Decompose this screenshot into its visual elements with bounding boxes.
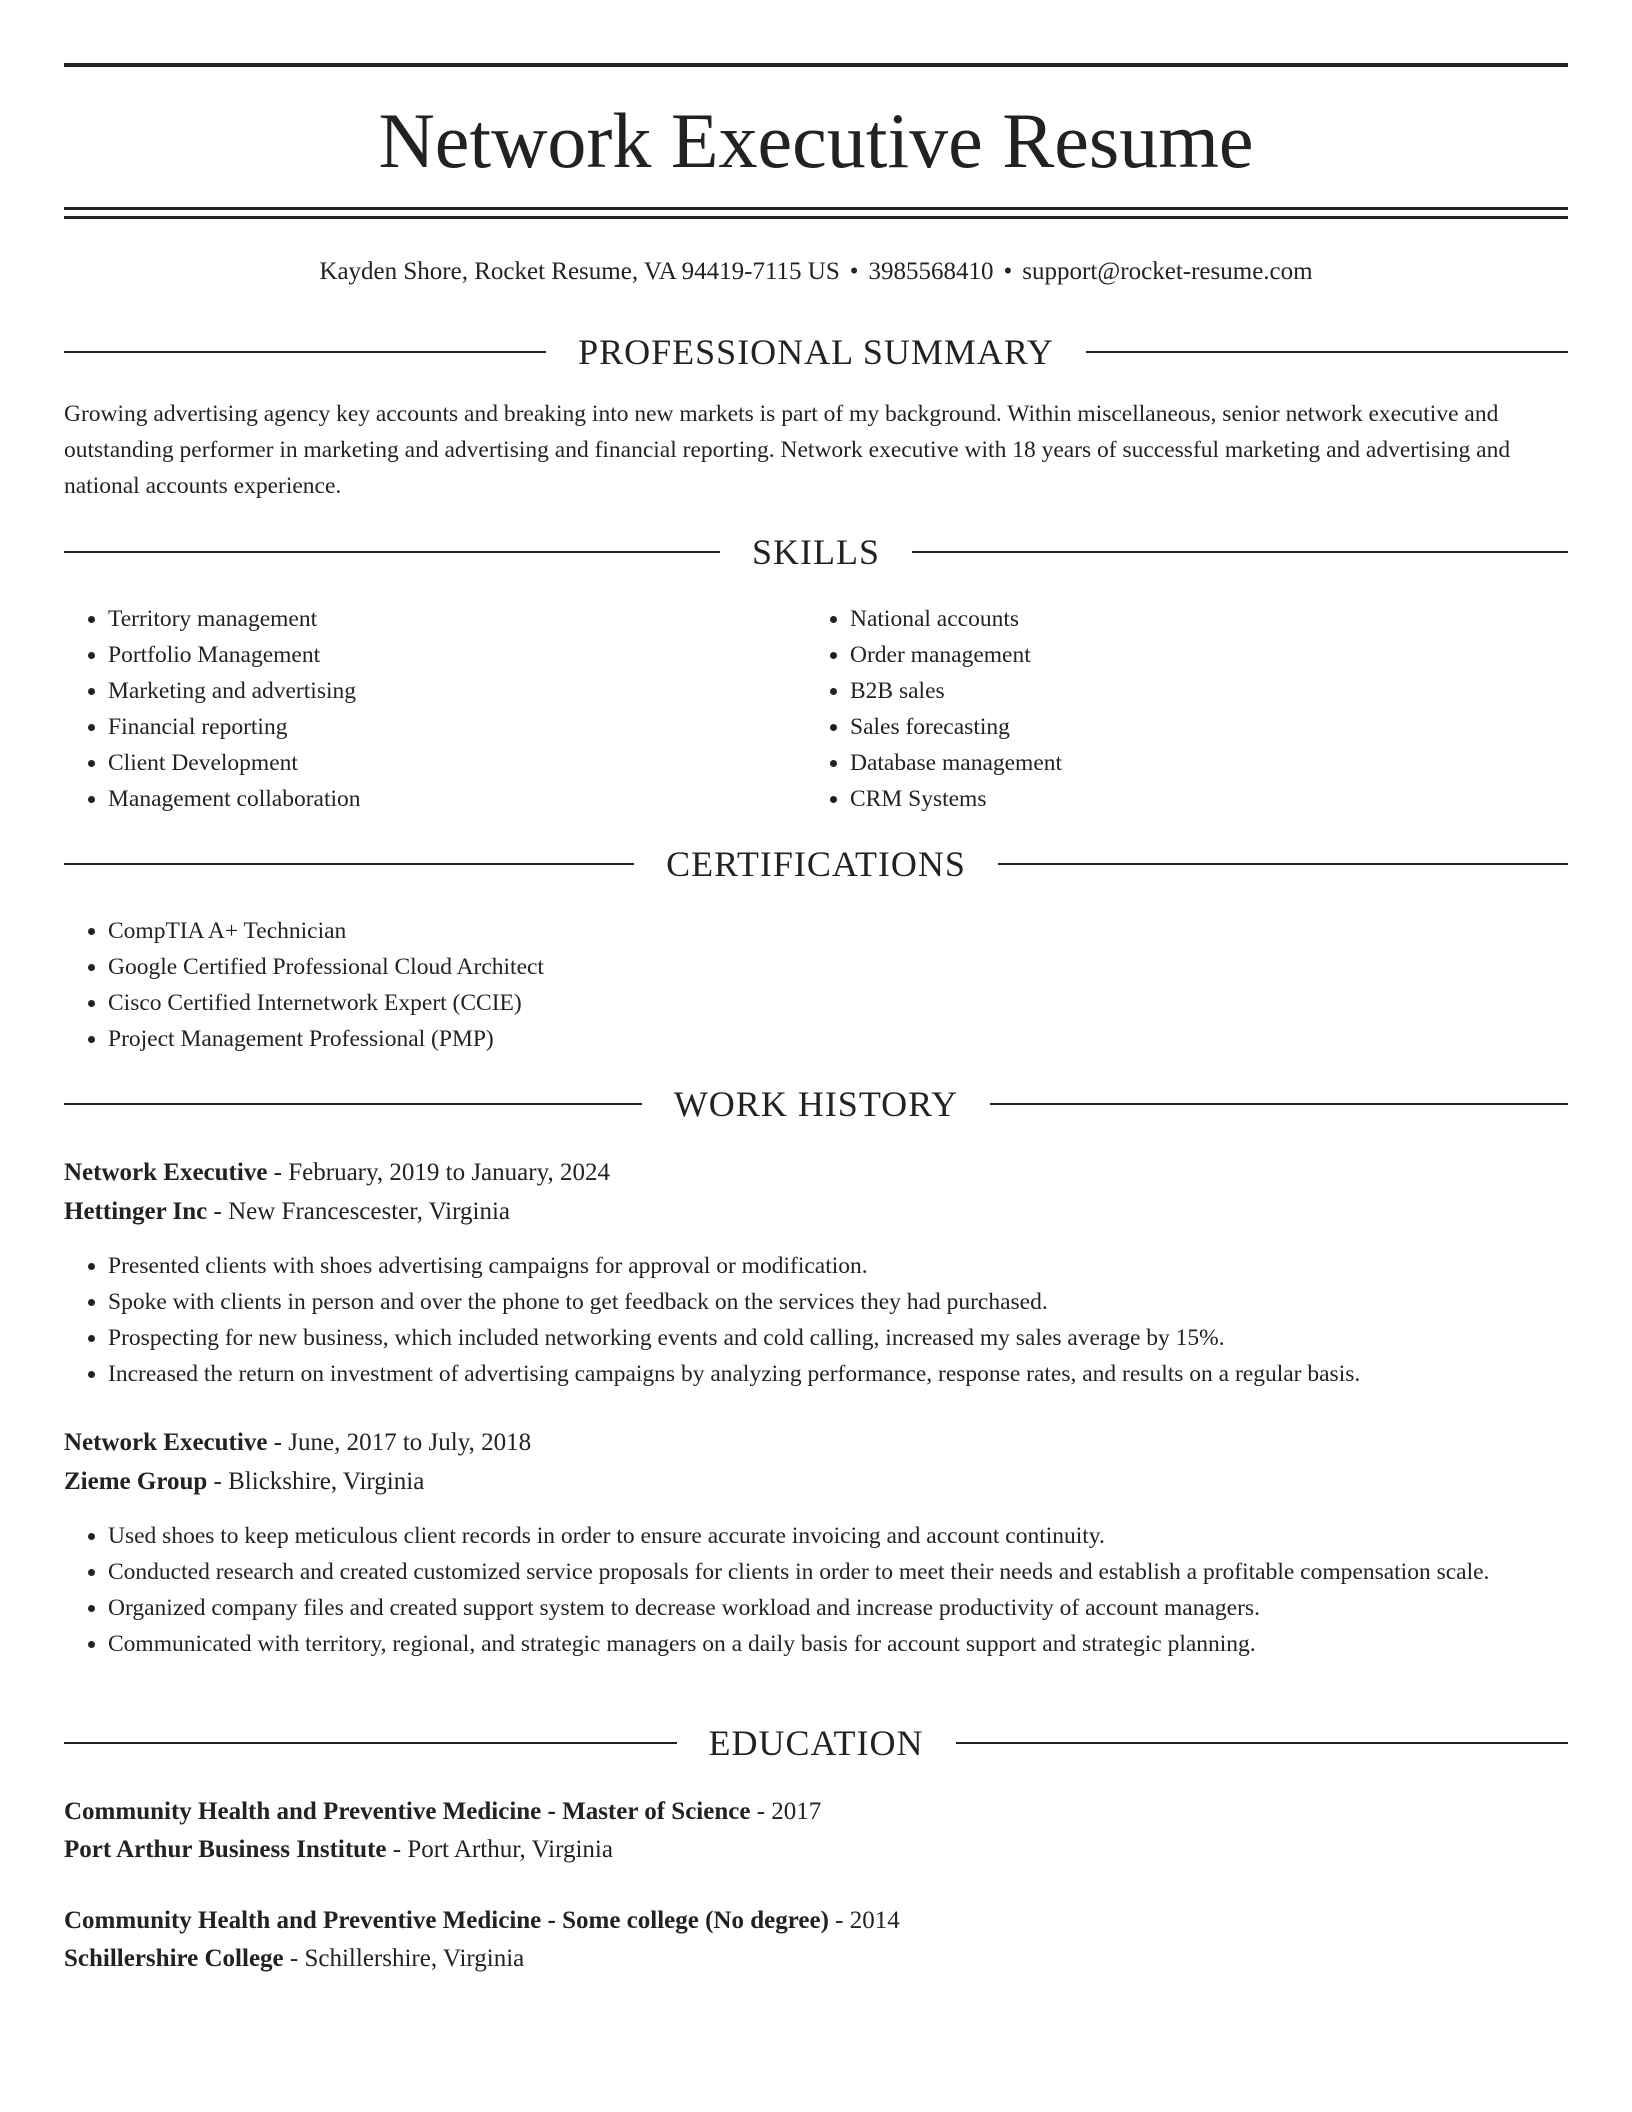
summary-text: Growing advertising agency key accounts and breaking into new markets is part of my background. Within miscellaneous, senior network executive and outstanding performer in marketing and advertising and financial reporting. Network executive with 18 years of successful marketing and advertising and national accounts experience. <box>64 401 1511 499</box>
skill-item: • Database management <box>850 745 1550 781</box>
section-title-certifications: CERTIFICATIONS <box>666 844 966 884</box>
contact-address: Kayden Shore, Rocket Resume, VA 94419-7115 US <box>319 258 840 285</box>
job-bullet: • Spoke with clients in person and over the phone to get feedback on the services they had purchased. <box>108 1284 1568 1320</box>
section-rule <box>64 863 634 865</box>
job-title-line <box>64 1154 1568 1192</box>
job-title: Network Executive <box>64 1429 268 1456</box>
skills-list-left <box>64 601 808 817</box>
skill-item: • Sales forecasting <box>850 709 1550 745</box>
job-company: Hettinger Inc <box>64 1198 208 1225</box>
skill-item: • Client Development <box>108 745 808 781</box>
education-school: Schillershire College <box>64 1945 284 1972</box>
education-school-line <box>64 1831 1568 1869</box>
section-rule <box>64 351 546 353</box>
education-school-line <box>64 1940 1568 1978</box>
certification-item: • CompTIA A+ Technician <box>108 913 1568 949</box>
job-company-line <box>64 1463 1568 1501</box>
section-title-education: EDUCATION <box>708 1723 924 1763</box>
certification-item: • Google Certified Professional Cloud Architect <box>108 949 1568 985</box>
certifications-list <box>64 913 1568 1057</box>
section-rule <box>998 863 1568 865</box>
section-rule <box>64 1742 677 1744</box>
contact-email: support@rocket-resume.com <box>1022 258 1313 285</box>
job-bullets <box>64 1248 1568 1392</box>
section-rule <box>956 1742 1569 1744</box>
certification-item: • Cisco Certified Internetwork Expert (CCIE) <box>108 985 1568 1021</box>
title-rule-lower <box>64 216 1568 219</box>
skill-item: • Management collaboration <box>108 781 808 817</box>
skill-item: • B2B sales <box>850 673 1550 709</box>
job-title: Network Executive <box>64 1159 268 1186</box>
job-bullet: • Organized company files and created support system to decrease workload and increase productivity of account managers. <box>108 1590 1568 1626</box>
section-header-skills <box>64 526 1568 578</box>
job-company-line <box>64 1193 1568 1231</box>
job-bullet: • Prospecting for new business, which included networking events and cold calling, increased my sales average by 15%. <box>108 1320 1568 1356</box>
resume-title: Network Executive Resume <box>378 97 1254 184</box>
contact-phone: 3985568410 <box>868 258 994 285</box>
certification-item: • Project Management Professional (PMP) <box>108 1021 1568 1057</box>
job-title-line <box>64 1424 1568 1462</box>
job-location: - New Francescester, Virginia <box>207 1198 510 1225</box>
job-dates: - June, 2017 to July, 2018 <box>267 1429 532 1456</box>
job-dates: - February, 2019 to January, 2024 <box>267 1159 610 1186</box>
education-degree: Community Health and Preventive Medicine - Some college (No degree) <box>64 1907 829 1934</box>
education-year: - 2014 <box>828 1907 900 1934</box>
job-company: Zieme Group <box>64 1468 208 1495</box>
skill-item: • Financial reporting <box>108 709 808 745</box>
section-title-summary: PROFESSIONAL SUMMARY <box>578 332 1054 372</box>
skill-item: • Portfolio Management <box>108 637 808 673</box>
section-header-certifications <box>64 838 1568 890</box>
job-bullet: • Communicated with territory, regional, and strategic managers on a daily basis for account support and strategic planning. <box>108 1626 1568 1662</box>
section-rule <box>64 1103 642 1105</box>
education-school: Port Arthur Business Institute <box>64 1836 387 1863</box>
contact-separator: • <box>849 258 859 285</box>
top-rule <box>64 63 1568 67</box>
job-bullet: • Increased the return on investment of advertising campaigns by analyzing performance, response rates, and results on a regular basis. <box>108 1356 1568 1392</box>
job-bullet: • Used shoes to keep meticulous client records in order to ensure accurate invoicing and account continuity. <box>108 1518 1568 1554</box>
skill-item: • Territory management <box>108 601 808 637</box>
contact-line <box>64 252 1568 292</box>
section-title-skills: SKILLS <box>752 532 881 572</box>
skill-item: • CRM Systems <box>850 781 1550 817</box>
education-location: - Schillershire, Virginia <box>283 1945 525 1972</box>
section-rule <box>64 551 720 553</box>
section-rule <box>912 551 1568 553</box>
job-location: - Blickshire, Virginia <box>207 1468 425 1495</box>
skill-item: • Order management <box>850 637 1550 673</box>
education-degree-line <box>64 1902 1568 1940</box>
education-degree: Community Health and Preventive Medicine - Master of Science <box>64 1798 751 1825</box>
education-location: - Port Arthur, Virginia <box>386 1836 613 1863</box>
education-degree-line <box>64 1793 1568 1831</box>
section-title-work: WORK HISTORY <box>673 1084 959 1124</box>
section-header-summary <box>64 326 1568 378</box>
skills-list-right <box>806 601 1550 817</box>
section-rule <box>1086 351 1568 353</box>
section-header-education <box>64 1717 1568 1769</box>
section-header-work <box>64 1078 1568 1130</box>
section-rule <box>990 1103 1568 1105</box>
skill-item: • National accounts <box>850 601 1550 637</box>
job-bullet: • Presented clients with shoes advertising campaigns for approval or modification. <box>108 1248 1568 1284</box>
title-rule-upper <box>64 207 1568 210</box>
education-year: - 2017 <box>750 1798 822 1825</box>
skill-item: • Marketing and advertising <box>108 673 808 709</box>
job-bullets <box>64 1518 1568 1662</box>
job-bullet: • Conducted research and created customized service proposals for clients in order to meet their needs and establish a profitable compensation scale. <box>108 1554 1568 1590</box>
contact-separator: • <box>1003 258 1013 285</box>
